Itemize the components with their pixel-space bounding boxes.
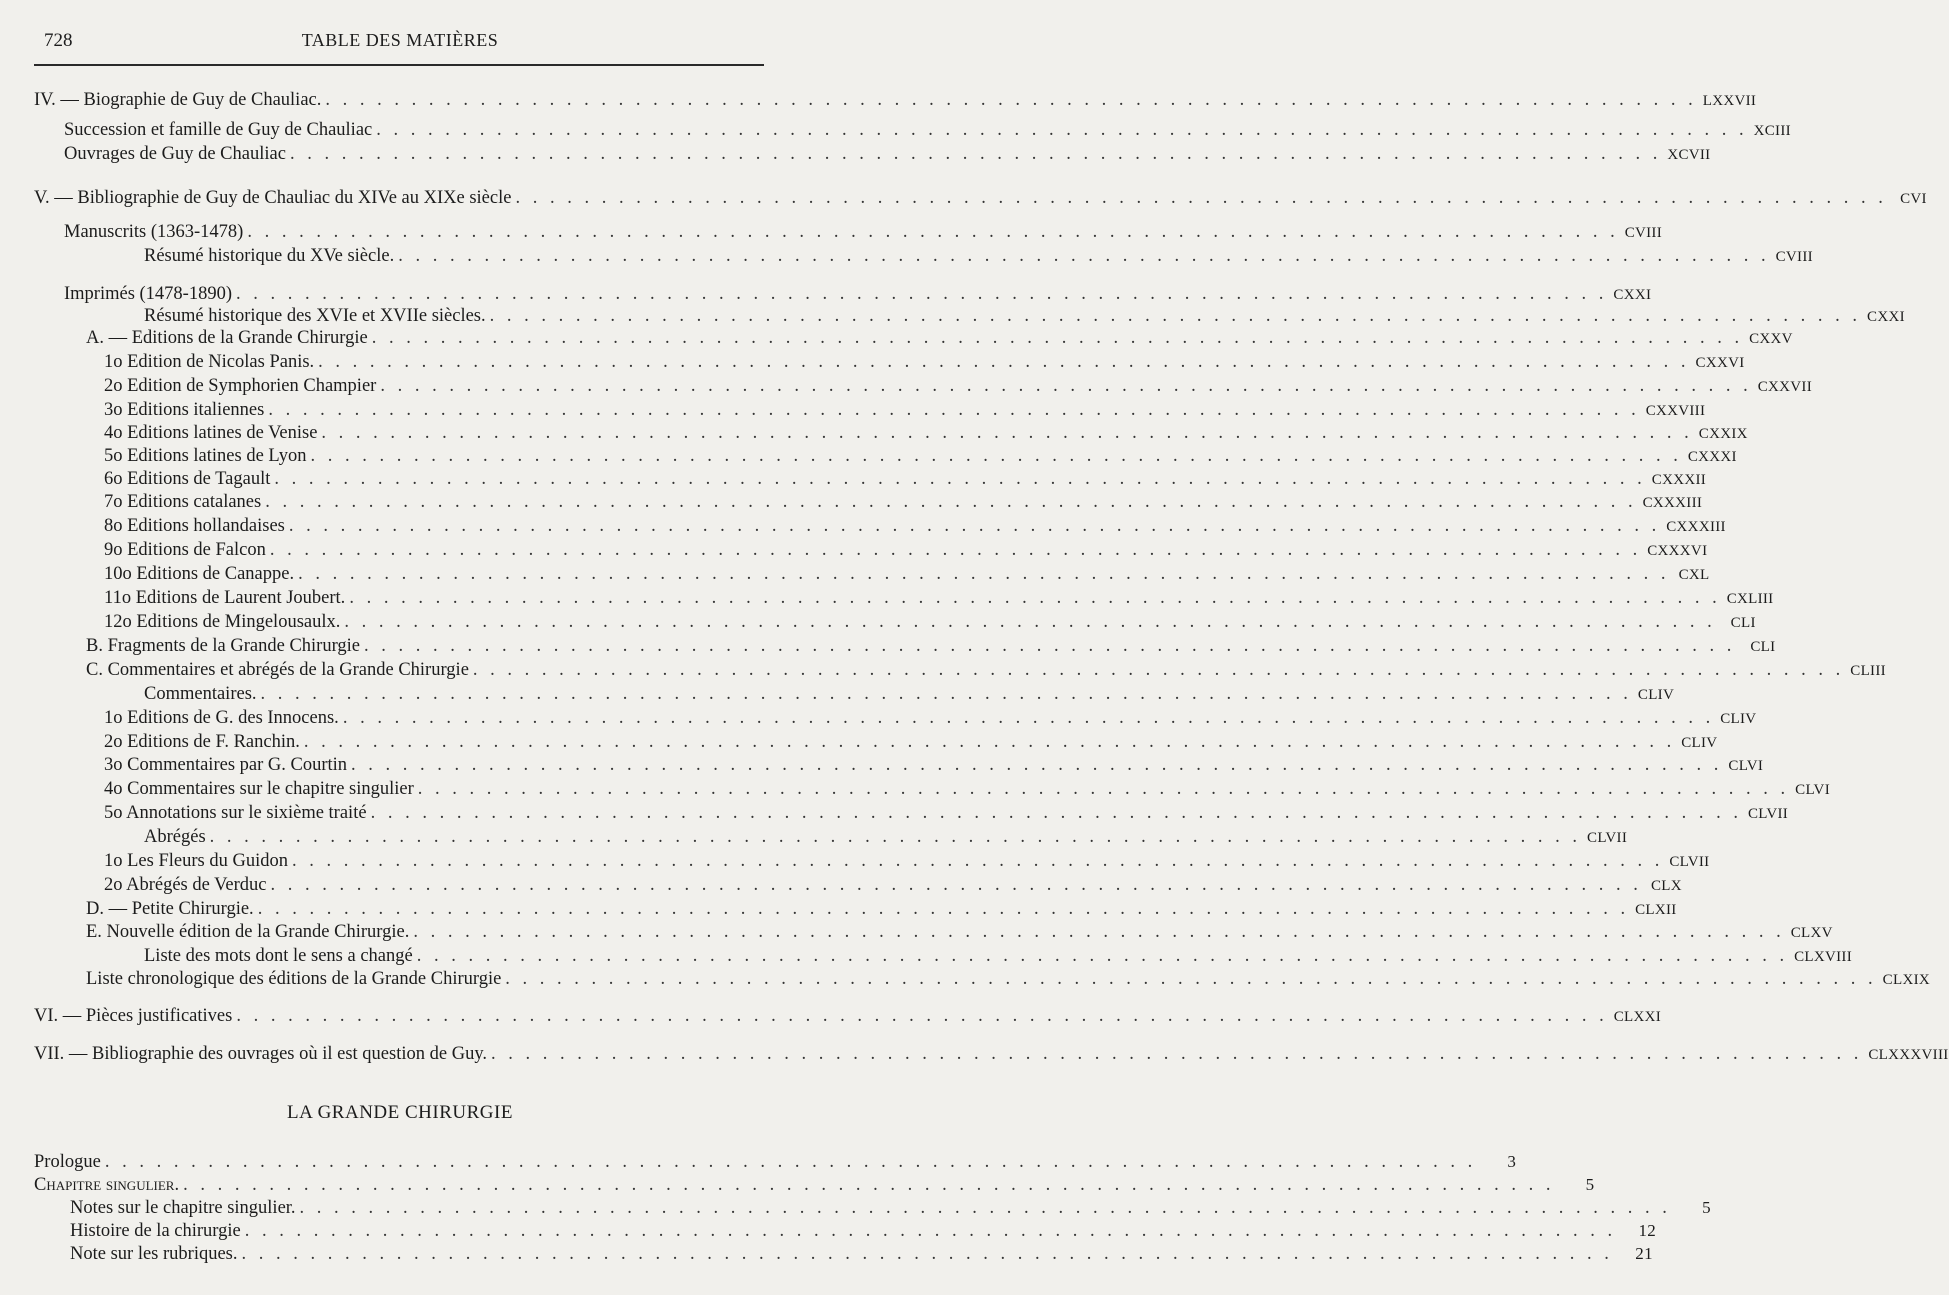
toc-entry-page: CLXXXVIII [1868, 1047, 1949, 1063]
toc-entry [144, 946, 1852, 970]
dot-leader: . . . . . . . . . . . . . . . . . . . . . . . . . . . . . . . . . . . . . . . . . . . . . . . . . . . . . . . . . . . . . . . . . . . . . . . . . . . . . . . . [104, 1152, 1477, 1172]
toc-entry [104, 446, 1737, 470]
toc-entry [104, 779, 1830, 803]
toc-entry-title: 10o Editions de Canappe. [104, 564, 295, 584]
toc-entry-title: 4o Commentaires sur le chapitre singulier [104, 779, 414, 799]
toc-entry-page: CLXII [1635, 902, 1677, 918]
toc-entry-title: 3o Commentaires par G. Courtin [104, 755, 348, 775]
toc-entry-title: Liste des mots dont le sens a changé [144, 946, 413, 966]
toc-entry-title: 1o Les Fleurs du Guidon [104, 851, 288, 871]
toc-entry [104, 851, 1710, 875]
dot-leader: . . . . . . . . . . . . . . . . . . . . . . . . . . . . . . . . . . . . . . . . . . . . . . . . . . . . . . . . . . . . . . . . . . . . . . . . . . . . . . . . [268, 400, 1640, 420]
toc-entry-title: Succession et famille de Guy de Chauliac [64, 120, 373, 140]
toc-entry [104, 516, 1726, 540]
dot-leader: . . . . . . . . . . . . . . . . . . . . . . . . . . . . . . . . . . . . . . . . . . . . . . . . . . . . . . . . . . . . . . . . . . . . . . . . . . . . . . . . [289, 144, 1662, 164]
toc-entry-page: CXXVI [1695, 355, 1745, 371]
toc-entry-title: VI. — Pièces justificatives [34, 1006, 233, 1026]
toc-entry-page: CXXVIII [1645, 403, 1706, 419]
toc-entry-page: CLIV [1681, 735, 1718, 751]
toc-entry-title: 11o Editions de Laurent Joubert. [104, 588, 346, 608]
dot-leader: . . . . . . . . . . . . . . . . . . . . . . . . . . . . . . . . . . . . . . . . . . . . . . . . . . . . . . . . . . . . . . . . . . . . . . . . . . . . . . . . [209, 827, 1582, 847]
toc-entry-title: Notes sur le chapitre singulier. [70, 1198, 296, 1218]
dot-leader: . . . . . . . . . . . . . . . . . . . . . . . . . . . . . . . . . . . . . . . . . . . . . . . . . . . . . . . . . . . . . . . . . . . . . . . . . . . . . . . . [370, 803, 1742, 823]
dot-leader: . . . . . . . . . . . . . . . . . . . . . . . . . . . . . . . . . . . . . . . . . . . . . . . . . . . . . . . . . . . . . . . . . . . . . . . . . . . . . . . . [351, 755, 1723, 775]
toc-entry-page: CLIV [1637, 687, 1675, 703]
toc-entry [86, 328, 1793, 352]
toc-entry-title: A. — Editions de la Grande Chirurgie [86, 328, 368, 348]
dot-leader: . . . . . . . . . . . . . . . . . . . . . . . . . . . . . . . . . . . . . . . . . . . . . . . . . . . . . . . . . . . . . . . . . . . . . . . . . . . . . . . . [489, 306, 1862, 326]
toc-entry-page: CLXVIII [1794, 949, 1852, 965]
toc-entry-title: IV. — Biographie de Guy de Chauliac. [34, 90, 322, 110]
toc-entry [64, 144, 1711, 168]
toc-entry [104, 492, 1703, 516]
toc-entry [144, 306, 1905, 330]
toc-entry-title: 12o Editions de Mingelousaulx. [104, 612, 341, 632]
toc-entry-title: 2o Edition de Symphorien Champier [104, 376, 377, 396]
dot-leader: . . . . . . . . . . . . . . . . . . . . . . . . . . . . . . . . . . . . . . . . . . . . . . . . . . . . . . . . . . . . . . . . . . . . . . . . . . . . . . . . [288, 516, 1661, 536]
toc-entry-page: CXXV [1749, 331, 1793, 347]
toc-entry-page: CLX [1651, 878, 1682, 894]
dot-leader: . . . . . . . . . . . . . . . . . . . . . . . . . . . . . . . . . . . . . . . . . . . . . . . . . . . . . . . . . . . . . . . . . . . . . . . . . . . . . . . . [291, 851, 1664, 871]
toc-entry [34, 1044, 1949, 1068]
toc-entry-page: CLI [1730, 615, 1756, 631]
toc-entry-title: 3o Editions italiennes [104, 400, 265, 420]
dot-leader: . . . . . . . . . . . . . . . . . . . . . . . . . . . . . . . . . . . . . . . . . . . . . . . . . . . . . . . . . . . . . . . . . . . . . . . . . . . . . . . . [298, 564, 1670, 584]
toc-entry-page: CVIII [1624, 225, 1663, 241]
dot-leader: . . . . . . . . . . . . . . . . . . . . . . . . . . . . . . . . . . . . . . . . . . . . . . . . . . . . . . . . . . . . . . . . . . . . . . . . . . . . . . . . [417, 779, 1790, 799]
toc-entry-page: XCIII [1753, 123, 1791, 139]
dot-leader: . . . . . . . . . . . . . . . . . . . . . . . . . . . . . . . . . . . . . . . . . . . . . . . . . . . . . . . . . . . . . . . . . . . . . . . . . . . . . . . . [505, 969, 1877, 989]
toc-entry [104, 732, 1718, 756]
toc-entry [104, 612, 1756, 636]
toc-entry [34, 90, 1757, 114]
toc-entry-page: LXXVII [1702, 93, 1757, 109]
toc-entry-title: 5o Annotations sur le sixième traité [104, 803, 367, 823]
toc-entry-page: CXXXIII [1666, 519, 1726, 535]
toc-entry-title: 4o Editions latines de Venise [104, 423, 318, 443]
dot-leader: . . . . . . . . . . . . . . . . . . . . . . . . . . . . . . . . . . . . . . . . . . . . . . . . . . . . . . . . . . . . . . . . . . . . . . . . . . . . . . . . [299, 1198, 1671, 1218]
toc-entry [104, 708, 1757, 732]
toc-entry-title: C. Commentaires et abrégés de la Grande Chirurgie [86, 660, 469, 680]
toc-entry [104, 564, 1710, 588]
toc-entry-page: CXLIII [1726, 591, 1774, 607]
toc-entry [34, 1006, 1662, 1030]
toc-entry [144, 684, 1675, 708]
toc-entry-page: CVI [1900, 191, 1927, 207]
toc-entry [70, 1198, 1711, 1222]
toc-entry-page: CLXXI [1613, 1009, 1662, 1025]
toc-entry-page: CXXI [1867, 309, 1905, 325]
dot-leader: . . . . . . . . . . . . . . . . . . . . . . . . . . . . . . . . . . . . . . . . . . . . . . . . . . . . . . . . . . . . . . . . . . . . . . . . . . . . . . . . [380, 376, 1752, 396]
toc-entry [34, 1175, 1595, 1199]
toc-entry-title: E. Nouvelle édition de la Grande Chirurgie. [86, 922, 410, 942]
toc-entry-page: CLXV [1790, 925, 1833, 941]
dot-leader: . . . . . . . . . . . . . . . . . . . . . . . . . . . . . . . . . . . . . . . . . . . . . . . . . . . . . . . . . . . . . . . . . . . . . . . . . . . . . . . . [321, 423, 1693, 443]
toc-entry-title: B. Fragments de la Grande Chirurgie [86, 636, 361, 656]
dot-leader: . . . . . . . . . . . . . . . . . . . . . . . . . . . . . . . . . . . . . . . . . . . . . . . . . . . . . . . . . . . . . . . . . . . . . . . . . . . . . . . . [257, 899, 1630, 919]
dot-leader: . . . . . . . . . . . . . . . . . . . . . . . . . . . . . . . . . . . . . . . . . . . . . . . . . . . . . . . . . . . . . . . . . . . . . . . . . . . . . . . . [270, 875, 1642, 895]
toc-entry [104, 588, 1774, 612]
dot-leader: . . . . . . . . . . . . . . . . . . . . . . . . . . . . . . . . . . . . . . . . . . . . . . . . . . . . . . . . . . . . . . . . . . . . . . . . . . . . . . . . [398, 246, 1770, 266]
toc-entry [64, 284, 1652, 308]
toc-entry-page: CLVI [1728, 758, 1764, 774]
dot-leader: . . . . . . . . . . . . . . . . . . . . . . . . . . . . . . . . . . . . . . . . . . . . . . . . . . . . . . . . . . . . . . . . . . . . . . . . . . . . . . . . [318, 352, 1690, 372]
toc-entry-title: D. — Petite Chirurgie. [86, 899, 254, 919]
toc-entry [104, 376, 1812, 400]
toc-entry-title: Histoire de la chirurgie [70, 1221, 241, 1241]
toc-entry [144, 246, 1813, 270]
toc-entry-title: 8o Editions hollandaises [104, 516, 285, 536]
section-heading: LA GRANDE CHIRURGIE [287, 1102, 513, 1123]
toc-entry [64, 120, 1791, 144]
toc-entry-page: 5 [1585, 1175, 1595, 1194]
toc-entry-page: CLI [1750, 639, 1776, 655]
toc-entry-title: Liste chronologique des éditions de la Grande Chirurgie [86, 969, 502, 989]
toc-entry-page: 5 [1702, 1198, 1711, 1217]
dot-leader: . . . . . . . . . . . . . . . . . . . . . . . . . . . . . . . . . . . . . . . . . . . . . . . . . . . . . . . . . . . . . . . . . . . . . . . . . . . . . . . . [269, 540, 1642, 560]
toc-entry-page: CXXIX [1698, 426, 1748, 442]
toc-entry-page: CLIII [1850, 663, 1886, 679]
dot-leader: . . . . . . . . . . . . . . . . . . . . . . . . . . . . . . . . . . . . . . . . . . . . . . . . . . . . . . . . . . . . . . . . . . . . . . . . . . . . . . . . [310, 446, 1682, 466]
toc-entry-title: 1o Editions de G. des Innocens. [104, 708, 339, 728]
toc-entry-title: 7o Editions catalanes [104, 492, 262, 512]
toc-entry-page: CXXXIII [1642, 495, 1703, 511]
dot-leader: . . . . . . . . . . . . . . . . . . . . . . . . . . . . . . . . . . . . . . . . . . . . . . . . . . . . . . . . . . . . . . . . . . . . . . . . . . . . . . . . [274, 469, 1646, 489]
dot-leader: . . . . . . . . . . . . . . . . . . . . . . . . . . . . . . . . . . . . . . . . . . . . . . . . . . . . . . . . . . . . . . . . . . . . . . . . . . . . . . . . [416, 946, 1789, 966]
toc-entry-page: CXXXVI [1647, 543, 1708, 559]
toc-entry [144, 827, 1628, 851]
toc-entry-title: Abrégés [144, 827, 206, 847]
toc-entry-page: 12 [1638, 1221, 1657, 1240]
toc-entry [86, 922, 1833, 946]
toc-entry-title: Résumé historique du XVe siècle. [144, 246, 395, 266]
toc-entry-title: V. — Bibliographie de Guy de Chauliac du XIVe au XIXe siècle [34, 188, 512, 208]
dot-leader: . . . . . . . . . . . . . . . . . . . . . . . . . . . . . . . . . . . . . . . . . . . . . . . . . . . . . . . . . . . . . . . . . . . . . . . . . . . . . . . . [247, 222, 1619, 242]
toc-entry-page: CXXXI [1687, 449, 1737, 465]
dot-leader: . . . . . . . . . . . . . . . . . . . . . . . . . . . . . . . . . . . . . . . . . . . . . . . . . . . . . . . . . . . . . . . . . . . . . . . . . . . . . . . . [260, 684, 1632, 704]
toc-entry [34, 188, 1927, 212]
toc-entry-title: Note sur les rubriques. [70, 1244, 238, 1264]
toc-entry-page: CLIV [1720, 711, 1757, 727]
dot-leader: . . . . . . . . . . . . . . . . . . . . . . . . . . . . . . . . . . . . . . . . . . . . . . . . . . . . . . . . . . . . . . . . . . . . . . . . . . . . . . . . [413, 922, 1785, 942]
toc-entry [70, 1244, 1653, 1268]
toc-entry-page: CXL [1678, 567, 1710, 583]
dot-leader: . . . . . . . . . . . . . . . . . . . . . . . . . . . . . . . . . . . . . . . . . . . . . . . . . . . . . . . . . . . . . . . . . . . . . . . . . . . . . . . . [236, 284, 1608, 304]
toc-entry-title: 1o Edition de Nicolas Panis. [104, 352, 315, 372]
toc-entry-page: CLXIX [1882, 972, 1930, 988]
toc-entry-title: Imprimés (1478-1890) [64, 284, 233, 304]
toc-entry [86, 969, 1930, 993]
dot-leader: . . . . . . . . . . . . . . . . . . . . . . . . . . . . . . . . . . . . . . . . . . . . . . . . . . . . . . . . . . . . . . . . . . . . . . . . . . . . . . . . [349, 588, 1721, 608]
toc-entry-page: CXXI [1613, 287, 1652, 303]
dot-leader: . . . . . . . . . . . . . . . . . . . . . . . . . . . . . . . . . . . . . . . . . . . . . . . . . . . . . . . . . . . . . . . . . . . . . . . . . . . . . . . . [241, 1244, 1613, 1264]
toc-entry [86, 899, 1677, 923]
toc-entry-title: Chapitre singulier. [34, 1175, 180, 1195]
toc-entry-page: CLVII [1747, 806, 1789, 822]
dot-leader: . . . . . . . . . . . . . . . . . . . . . . . . . . . . . . . . . . . . . . . . . . . . . . . . . . . . . . . . . . . . . . . . . . . . . . . . . . . . . . . . [491, 1044, 1863, 1064]
toc-entry-title: VII. — Bibliographie des ouvrages où il est question de Guy. [34, 1044, 487, 1064]
toc-entry-page: CLVII [1587, 830, 1628, 846]
toc-entry [86, 636, 1776, 660]
toc-entry-page: CXXVII [1757, 379, 1812, 395]
toc-entry [64, 222, 1663, 246]
dot-leader: . . . . . . . . . . . . . . . . . . . . . . . . . . . . . . . . . . . . . . . . . . . . . . . . . . . . . . . . . . . . . . . . . . . . . . . . . . . . . . . . [472, 660, 1845, 680]
dot-leader: . . . . . . . . . . . . . . . . . . . . . . . . . . . . . . . . . . . . . . . . . . . . . . . . . . . . . . . . . . . . . . . . . . . . . . . . . . . . . . . . [325, 90, 1697, 110]
toc-entry [104, 875, 1682, 899]
toc-entry-title: 9o Editions de Falcon [104, 540, 266, 560]
toc-entry-page: 3 [1507, 1152, 1517, 1171]
toc-entry-title: 2o Editions de F. Ranchin. [104, 732, 300, 752]
toc-entry-title: 5o Editions latines de Lyon [104, 446, 307, 466]
toc-entry-title: 6o Editions de Tagault [104, 469, 271, 489]
toc-entry [86, 660, 1886, 684]
toc-entry [34, 1152, 1517, 1176]
page-number: 728 [44, 30, 73, 51]
toc-entry-page: XCVII [1667, 147, 1711, 163]
toc-entry [104, 352, 1745, 376]
toc-entry [104, 469, 1707, 493]
toc-entry-page: 21 [1635, 1244, 1653, 1263]
toc-entry-title: Commentaires. [144, 684, 257, 704]
toc-entry [104, 755, 1764, 779]
toc-entry-title: Ouvrages de Guy de Chauliac [64, 144, 286, 164]
toc-entry [70, 1221, 1657, 1245]
toc-entry [104, 423, 1748, 447]
dot-leader: . . . . . . . . . . . . . . . . . . . . . . . . . . . . . . . . . . . . . . . . . . . . . . . . . . . . . . . . . . . . . . . . . . . . . . . . . . . . . . . . [183, 1175, 1555, 1195]
dot-leader: . . . . . . . . . . . . . . . . . . . . . . . . . . . . . . . . . . . . . . . . . . . . . . . . . . . . . . . . . . . . . . . . . . . . . . . . . . . . . . . . [376, 120, 1748, 140]
dot-leader: . . . . . . . . . . . . . . . . . . . . . . . . . . . . . . . . . . . . . . . . . . . . . . . . . . . . . . . . . . . . . . . . . . . . . . . . . . . . . . . . [265, 492, 1637, 512]
toc-entry [104, 540, 1708, 564]
toc-entry-title: Manuscrits (1363-1478) [64, 222, 244, 242]
toc-entry [104, 400, 1706, 424]
toc-entry-title: Prologue [34, 1152, 101, 1172]
dot-leader: . . . . . . . . . . . . . . . . . . . . . . . . . . . . . . . . . . . . . . . . . . . . . . . . . . . . . . . . . . . . . . . . . . . . . . . . . . . . . . . . [342, 708, 1715, 728]
toc-entry [104, 803, 1789, 827]
dot-leader: . . . . . . . . . . . . . . . . . . . . . . . . . . . . . . . . . . . . . . . . . . . . . . . . . . . . . . . . . . . . . . . . . . . . . . . . . . . . . . . . [303, 732, 1676, 752]
toc-entry-page: CXXXII [1651, 472, 1707, 488]
toc-entry-title: Résumé historique des XVIe et XVIIe siècles. [144, 306, 486, 326]
dot-leader: . . . . . . . . . . . . . . . . . . . . . . . . . . . . . . . . . . . . . . . . . . . . . . . . . . . . . . . . . . . . . . . . . . . . . . . . . . . . . . . . [344, 612, 1716, 632]
toc-entry-page: CVIII [1775, 249, 1813, 265]
dot-leader: . . . . . . . . . . . . . . . . . . . . . . . . . . . . . . . . . . . . . . . . . . . . . . . . . . . . . . . . . . . . . . . . . . . . . . . . . . . . . . . . [364, 636, 1736, 656]
dot-leader: . . . . . . . . . . . . . . . . . . . . . . . . . . . . . . . . . . . . . . . . . . . . . . . . . . . . . . . . . . . . . . . . . . . . . . . . . . . . . . . . [236, 1006, 1608, 1026]
dot-leader: . . . . . . . . . . . . . . . . . . . . . . . . . . . . . . . . . . . . . . . . . . . . . . . . . . . . . . . . . . . . . . . . . . . . . . . . . . . . . . . . [515, 188, 1887, 208]
toc-entry-page: CLVI [1795, 782, 1830, 798]
dot-leader: . . . . . . . . . . . . . . . . . . . . . . . . . . . . . . . . . . . . . . . . . . . . . . . . . . . . . . . . . . . . . . . . . . . . . . . . . . . . . . . . [371, 328, 1744, 348]
running-title: TABLE DES MATIÈRES [301, 30, 499, 50]
dot-leader: . . . . . . . . . . . . . . . . . . . . . . . . . . . . . . . . . . . . . . . . . . . . . . . . . . . . . . . . . . . . . . . . . . . . . . . . . . . . . . . . [244, 1221, 1617, 1241]
toc-entry-page: CLVII [1669, 854, 1710, 870]
toc-entry-title: 2o Abrégés de Verduc [104, 875, 267, 895]
